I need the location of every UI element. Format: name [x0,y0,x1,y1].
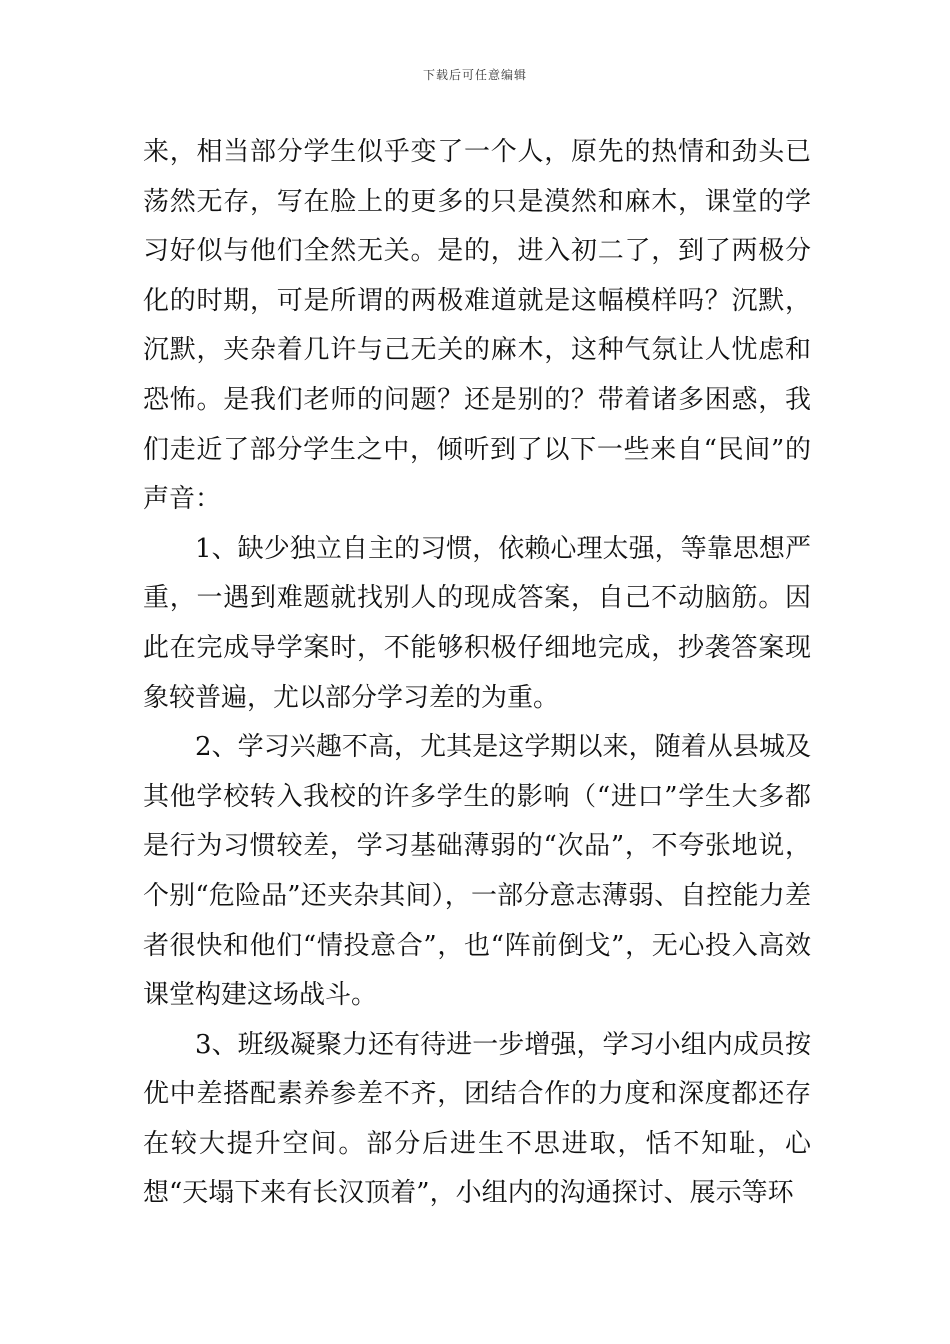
page-header-note: 下载后可任意编辑 [422,68,527,82]
paragraph-item-2: 2、学习兴趣不高，尤其是这学期以来，随着从县城及其他学校转入我校的许多学生的影响（“进口”学生大多都是行为习惯较差，学习基础薄弱的“次品”，不夸张地说，个别“危险品”还夹杂其间），一部分意志薄弱、自控能力差者很快和他们“情投意合”，也“阵前倒戈”，无心投入高效课堂构建这场战斗。 [143,732,811,1011]
paragraph-continuation: 来，相当部分学生似乎变了一个人，原先的热情和劲头已荡然无存，写在脸上的更多的只是漠然和麻木，课堂的学习好似与他们全然无关。是的，进入初二了，到了两极分化的时期，可是所谓的两极难道就是这幅模样吗？沉默，沉默，夹杂着几许与己无关的麻木，这种气氛让人忧虑和恐怖。是我们老师的问题？还是别的？带着诸多困惑，我们走近了部分学生之中，倾听到了以下一些来自“民间”的声音： [143,137,811,515]
document-body [143,128,811,1219]
paragraph-item-1: 1、缺少独立自主的习惯，依赖心理太强，等靠思想严重，一遇到难题就找别人的现成答案，自己不动脑筋。因此在完成导学案时，不能够积极仔细地完成，抄袭答案现象较普遍，尤以部分学习差的为重。 [143,533,811,713]
paragraph-item-3: 3、班级凝聚力还有待进一步增强，学习小组内成员按优中差搭配素养参差不齐，团结合作的力度和深度都还存在较大提升空间。部分后进生不思进取，恬不知耻，心想“天塌下来有长汉顶着”，小组内的沟通探讨、展示等环 [143,1029,811,1209]
